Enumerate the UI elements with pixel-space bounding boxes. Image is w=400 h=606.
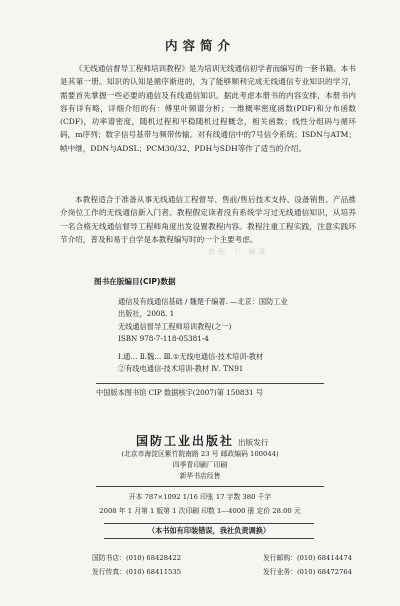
mail-order-phone: 发行邮购：(010) 68414474 <box>262 554 352 562</box>
cip-record <box>118 296 368 376</box>
business-phone: 发行业务：(010) 68472764 <box>262 568 352 576</box>
publisher-role: 出版发行 <box>238 438 269 447</box>
distributor: 新华书店经售 <box>179 472 221 480</box>
print-line: 2008 年 1 月第 1 版第 1 次印刷 印数 1—4000 册 定价 28.00 元 <box>99 506 301 515</box>
cip-isbn: ISBN 978-7-118-05381-4 <box>118 333 209 343</box>
divider <box>96 383 324 384</box>
bookstore-phone: 国防书店：(010) 68428422 <box>92 554 182 562</box>
divider <box>96 486 324 487</box>
printer: 四季青印刷厂印刷 <box>172 461 228 469</box>
cip-classification: Ⅰ.通… Ⅱ.魏… Ⅲ.①无线电通信-技术培训-教材 <box>118 352 264 362</box>
bleed-through-text: 教程 十 编著 <box>208 248 269 256</box>
publisher-line <box>136 430 268 449</box>
page-title: 内容简介 <box>164 38 235 53</box>
contact-info <box>92 551 352 579</box>
intro-paragraph-2: 本教程适合于准备从事无线通信工程督导、售前/售后技术支持、设备销售、产品推介岗位工作的无线通信新入门者。教程假定读者没有系统学习过无线通信知识，从培养一名合格无线通信督导工程师角度出发设置教程内容。教程注重工程实践，注意实践环节介绍，普及和易于自学是本教程编写时的一个主要考虑。 <box>60 195 356 244</box>
publisher-logo: 国防工业出版社 <box>136 434 235 448</box>
cip-heading: 图书在版编目(CIP)数据 <box>94 277 176 286</box>
cip-classification: ②有线电通信-技术培训-教材 Ⅳ. TN91 <box>118 364 244 374</box>
publisher-info <box>0 449 400 482</box>
contact-row <box>92 551 352 565</box>
publisher-address: (北京市海淀区紫竹院南路 23 号 邮政编码 100044) <box>121 450 279 458</box>
exchange-notice: （本书如有印装错误，我社负责调换） <box>104 523 314 539</box>
print-specs <box>0 491 400 518</box>
cip-line: 无线通信督导工程师培训教程(之一) <box>118 321 232 331</box>
cip-line: 通信及有线通信基础 / 魏楚千编著. —北京：国防工业 <box>118 297 288 306</box>
format-line: 开本 787×1092 1/16 印张 17 字数 380 千字 <box>128 493 272 501</box>
cip-line: 出版社，2008. 1 <box>118 309 175 319</box>
intro-paragraph-1: 《无线通信督导工程师培训教程》是为培训无线通信初学者而编写的一套书籍。本书是其第一册。知识的认知是循序渐进的，为了能够顺利完成无线通信专业知识的学习，需要首先掌握一些必要的通信及有线通信知识。据此考虑本册书的内容安排，本册书内容有详有略，详细介绍的有：傅里叶频谱分析；一维概率密度函数(PDF)和分布函数(CDF)，功率谱密度，随机过程和平稳随机过程概念，相关函数；线性分组码与循环码，m序列；数字信号基带与频带传输。对有线通信中的7号信令系统；ISDN与ATM；帧中继，DDN与ADSL；PCM30/32、PDH与SDH等作了适当的介绍。 <box>60 64 356 153</box>
cip-record-number: 中国版本图书馆 CIP 数据核字(2007)第 150831 号 <box>96 388 264 397</box>
fax-number: 发行传真：(010) 68411535 <box>92 568 182 576</box>
contact-row <box>92 565 352 579</box>
